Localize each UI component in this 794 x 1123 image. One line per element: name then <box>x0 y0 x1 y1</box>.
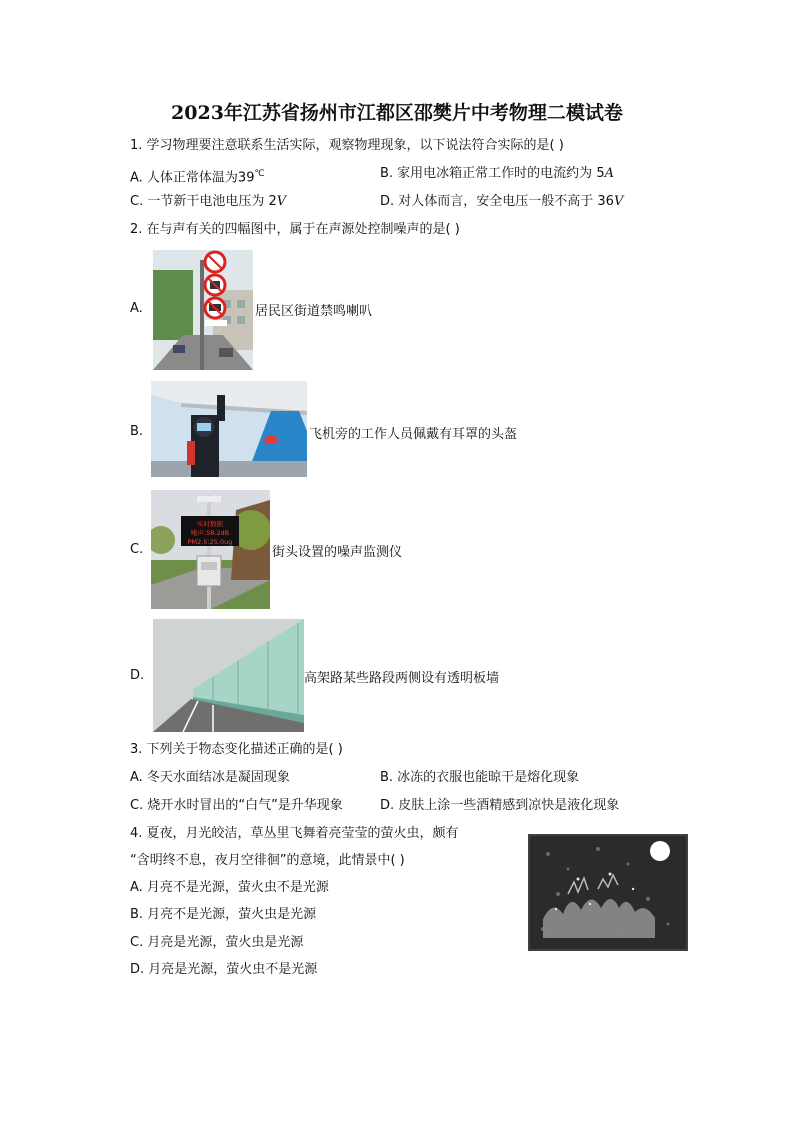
q1-option-a <box>130 165 265 187</box>
q4-option-a: A. 月亮不是光源，萤火虫不是光源 <box>130 880 329 895</box>
q3-option-d: D. 皮肤上涂一些酒精感到凉快是液化现象 <box>380 798 620 813</box>
q3-option-c: C. 烧开水时冒出的“白气”是升华现象 <box>130 798 343 813</box>
q2-option-d-caption: 高架路某些路段两侧设有透明板墙 <box>304 671 500 686</box>
q4-option-c: C. 月亮是光源，萤火虫是光源 <box>130 935 304 950</box>
q4-stem-line2: “含明终不息，夜月空徘徊”的意境，此情景中( ) <box>130 853 405 868</box>
q1-option-d <box>380 193 623 211</box>
q2-option-b-image <box>151 381 307 477</box>
q3-stem: 3. 下列关于物态变化描述正确的是( ) <box>130 742 343 757</box>
q2-option-d-label: D. <box>130 668 145 683</box>
q1-option-a-unit: ℃ <box>254 169 265 179</box>
q1-option-b-text: B. 家用电冰箱正常工作时的电流约为 5 <box>380 166 605 181</box>
page-title: 2023年江苏省扬州市江都区邵樊片中考物理二模试卷 <box>171 102 623 124</box>
q2-option-a-label: A. <box>130 301 143 316</box>
q2-option-c-image <box>151 490 270 609</box>
q1-option-d-text: D. 对人体而言，安全电压一般不高于 36 <box>380 194 614 209</box>
q2-option-b-label: B. <box>130 424 144 439</box>
q2-option-c-display-line2: 噪声:58.2dB <box>190 529 230 537</box>
q2-option-c-caption: 街头设置的噪声监测仪 <box>272 545 403 560</box>
q1-option-c-unit: V <box>276 194 287 209</box>
q2-option-c-display-line3: PM2.5:25.0ug <box>187 538 233 546</box>
q3-option-b: B. 冰冻的衣服也能晾干是熔化现象 <box>380 770 580 785</box>
q3-option-a: A. 冬天水面结冰是凝固现象 <box>130 770 290 785</box>
q1-option-c <box>130 193 286 211</box>
q4-option-b: B. 月亮不是光源，萤火虫是光源 <box>130 907 317 922</box>
q4-night-image <box>528 834 688 951</box>
q2-option-c-display-line1: 实时数据 <box>197 520 223 528</box>
q1-option-a-text: A. 人体正常体温为39 <box>130 170 255 186</box>
q4-option-d: D. 月亮是光源，萤火虫不是光源 <box>130 962 318 977</box>
q2-option-a-image <box>153 250 253 370</box>
q2-stem: 2. 在与声有关的四幅图中，属于在声源处控制噪声的是( ) <box>130 222 460 237</box>
q4-stem-line1: 4. 夏夜，月光皎洁，草丛里飞舞着亮莹莹的萤火虫，颇有 <box>130 826 459 841</box>
q1-option-c-text: C. 一节新干电池电压为 2 <box>130 194 277 209</box>
q2-option-d-image <box>153 619 304 732</box>
q2-option-a-caption: 居民区街道禁鸣喇叭 <box>255 304 373 319</box>
q1-option-d-unit: V <box>613 194 624 209</box>
q2-option-c-label: C. <box>130 542 144 557</box>
q1-stem: 1. 学习物理要注意联系生活实际，观察物理现象，以下说法符合实际的是( ) <box>130 138 564 153</box>
q1-option-b-unit: A <box>604 166 614 181</box>
q1-option-b <box>380 165 614 183</box>
q2-option-b-caption: 飞机旁的工作人员佩戴有耳罩的头盔 <box>309 427 518 442</box>
